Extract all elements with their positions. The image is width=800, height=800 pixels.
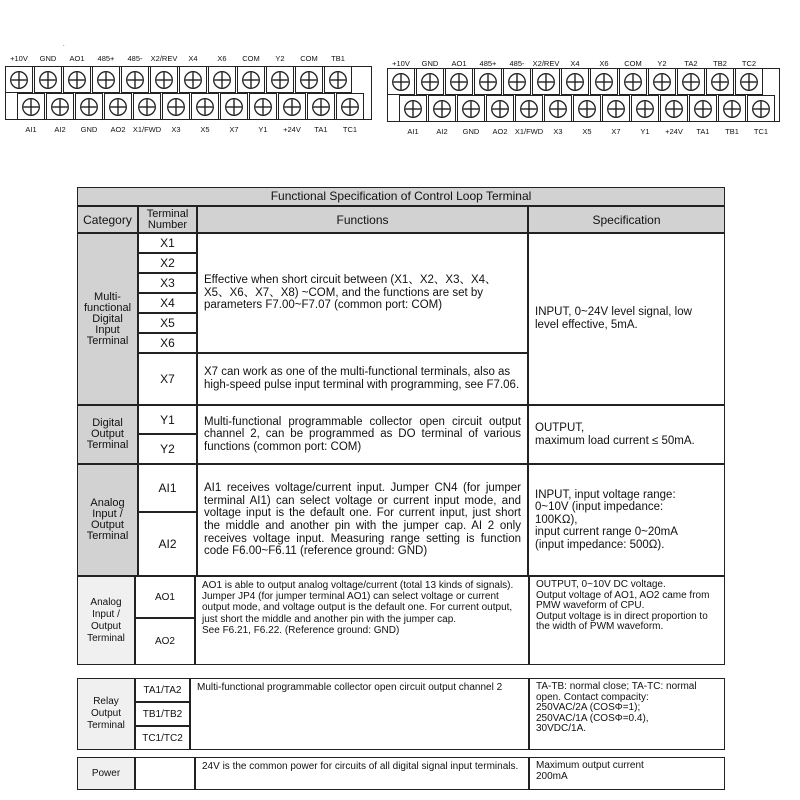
function-analog-output: AO1 is able to output analog voltage/current (total 13 kinds of signals). Jumper JP4 (for jumper terminal AO1) can select voltage or current output mode, and voltage output is the default one. For current output, just short the middle and another pin with the jumper cap. See F6.21, F6.22. (Reference ground: GND)	[195, 576, 529, 665]
screw-icon	[340, 97, 360, 117]
terminal-label-top: COM	[242, 54, 260, 63]
screw-icon	[270, 70, 290, 90]
screw-icon	[722, 99, 742, 119]
terminal-label-bottom: AI1	[407, 127, 419, 136]
terminal-screw-bottom	[162, 93, 190, 120]
screw-icon	[594, 72, 614, 92]
screw-icon	[519, 99, 539, 119]
terminal-screw-bottom	[718, 95, 746, 122]
terminal-label-bottom: AI1	[25, 125, 37, 134]
terminal-label-top: X2/REV	[150, 54, 178, 63]
screw-icon	[432, 99, 452, 119]
terminal-screw-bottom	[457, 95, 485, 122]
terminal-x1: X1	[138, 233, 197, 253]
terminal-y2: Y2	[138, 434, 197, 464]
screw-icon	[565, 72, 585, 92]
terminal-screw-bottom	[631, 95, 659, 122]
terminal-ao1: AO1	[135, 576, 195, 618]
terminal-screw-top	[324, 66, 352, 93]
header-category: Category	[77, 206, 138, 233]
terminal-label-bottom: Y1	[640, 127, 650, 136]
terminal-label-bottom: +24V	[283, 125, 301, 134]
category-analog-input: Analog Input / Output Terminal	[77, 464, 138, 576]
terminal-ai2: AI2	[138, 512, 197, 576]
screw-icon	[183, 70, 203, 90]
terminal-label-top: +10V	[10, 54, 28, 63]
terminal-label-top: TB1	[331, 54, 345, 63]
terminal-screw-top	[474, 68, 502, 95]
terminal-screw-top	[590, 68, 618, 95]
screw-icon	[311, 97, 331, 117]
terminal-label-top: AO1	[451, 59, 467, 68]
terminal-label-bottom: Y1	[258, 125, 268, 134]
screw-icon	[241, 70, 261, 90]
terminal-x6: X6	[138, 333, 197, 353]
terminal-label-bottom: AI2	[54, 125, 66, 134]
screw-icon	[108, 97, 128, 117]
screw-icon	[21, 97, 41, 117]
screw-icon	[693, 99, 713, 119]
terminal-label-top: TC2	[741, 59, 757, 68]
terminal-screw-bottom	[399, 95, 427, 122]
terminal-screw-bottom	[307, 93, 335, 120]
screw-icon	[224, 97, 244, 117]
stray-dot: .	[63, 42, 65, 48]
screw-icon	[420, 72, 440, 92]
terminal-label-bottom: X3	[553, 127, 563, 136]
header-terminal-number: Terminal Number	[138, 206, 197, 233]
terminal-screw-bottom	[602, 95, 630, 122]
terminal-label-bottom: X7	[611, 127, 621, 136]
terminal-screw-bottom	[104, 93, 132, 120]
screw-icon	[635, 99, 655, 119]
terminal-screw-top	[445, 68, 473, 95]
terminal-screw-top	[150, 66, 178, 93]
table-title: Functional Specification of Control Loop Terminal	[77, 187, 725, 206]
terminal-label-bottom: X7	[229, 125, 239, 134]
screw-icon	[623, 72, 643, 92]
header-functions: Functions	[197, 206, 528, 233]
terminal-label-bottom: AO2	[110, 125, 126, 134]
terminal-label-top: X4	[188, 54, 198, 63]
terminal-label-bottom: X3	[171, 125, 181, 134]
terminal-screw-top	[677, 68, 705, 95]
terminal-label-bottom: TC1	[342, 125, 358, 134]
screw-icon	[507, 72, 527, 92]
terminal-label-top: Y2	[657, 59, 667, 68]
terminal-label-top: 485-	[127, 54, 143, 63]
terminal-label-bottom: TA1	[696, 127, 710, 136]
terminal-label-bottom: AI2	[436, 127, 448, 136]
terminal-label-top: COM	[624, 59, 642, 68]
screw-icon	[253, 97, 273, 117]
terminal-screw-bottom	[689, 95, 717, 122]
screw-icon	[577, 99, 597, 119]
terminal-label-bottom: +24V	[665, 127, 683, 136]
terminal-screw-top	[266, 66, 294, 93]
terminal-screw-top	[179, 66, 207, 93]
screw-icon	[478, 72, 498, 92]
screw-icon	[299, 70, 319, 90]
terminal-screw-bottom	[486, 95, 514, 122]
terminal-screw-top	[532, 68, 560, 95]
screw-icon	[681, 72, 701, 92]
terminal-screw-bottom	[17, 93, 45, 120]
screw-icon	[67, 70, 87, 90]
terminal-label-bottom: X5	[200, 125, 210, 134]
screw-icon	[195, 97, 215, 117]
terminal-screw-bottom	[573, 95, 601, 122]
spec-power: Maximum output current 200mA	[529, 757, 725, 790]
category-power: Power	[77, 757, 135, 790]
terminal-screw-bottom	[191, 93, 219, 120]
terminal-screw-top	[208, 66, 236, 93]
terminal-label-bottom: X5	[582, 127, 592, 136]
terminal-label-bottom: GND	[462, 127, 480, 136]
terminal-screw-bottom	[133, 93, 161, 120]
function-digital-output: Multi-functional programmable collector open circuit output channel 2, can be programmed as DO terminal of various functions (common port: COM)	[197, 405, 528, 464]
terminal-label-top: TA2	[684, 59, 698, 68]
terminal-screw-top	[648, 68, 676, 95]
screw-icon	[282, 97, 302, 117]
terminal-label-bottom: TA1	[314, 125, 328, 134]
terminal-label-bottom: TC1	[753, 127, 769, 136]
screw-icon	[710, 72, 730, 92]
terminal-screw-top	[5, 66, 33, 93]
screw-icon	[328, 70, 348, 90]
terminal-screw-top	[63, 66, 91, 93]
terminal-label-bottom: X1/FWD	[514, 127, 544, 136]
screw-icon	[449, 72, 469, 92]
screw-icon	[38, 70, 58, 90]
screw-icon	[606, 99, 626, 119]
terminal-screw-bottom	[660, 95, 688, 122]
category-digital-input: Multi- functional Digital Input Terminal	[77, 233, 138, 405]
function-analog-input: AI1 receives voltage/current input. Jumper CN4 (for jumper terminal AI1) can select voltage or current input mode, and voltage input is the default one. For current input, just short the middle and another pin with the jumper cap. AI 2 only receives voltage input. Measuring range setting is function code F6.00~F6.11 (reference ground: GND)	[197, 464, 528, 576]
terminal-screw-bottom	[278, 93, 306, 120]
screw-icon	[739, 72, 759, 92]
terminal-screw-bottom	[336, 93, 364, 120]
terminal-screw-bottom	[428, 95, 456, 122]
screw-icon	[403, 99, 423, 119]
terminal-screw-bottom	[249, 93, 277, 120]
category-analog-output: Analog Input / Output Terminal	[77, 576, 135, 665]
terminal-screw-top	[619, 68, 647, 95]
terminal-screw-bottom	[220, 93, 248, 120]
screw-icon	[50, 97, 70, 117]
control-terminal-spec-table	[77, 187, 725, 790]
terminal-label-bottom: GND	[80, 125, 98, 134]
screw-icon	[490, 99, 510, 119]
screw-icon	[391, 72, 411, 92]
terminal-screw-top	[416, 68, 444, 95]
screw-icon	[461, 99, 481, 119]
header-specification: Specification	[528, 206, 725, 233]
category-relay-output: Relay Output Terminal	[77, 678, 135, 750]
terminal-screw-top	[295, 66, 323, 93]
terminal-x4: X4	[138, 293, 197, 313]
terminal-power	[135, 757, 195, 790]
terminal-tb1-tb2: TB1/TB2	[135, 702, 190, 726]
terminal-label-top: X6	[599, 59, 609, 68]
terminal-ta1-ta2: TA1/TA2	[135, 678, 190, 702]
screw-icon	[548, 99, 568, 119]
terminal-screw-bottom	[747, 95, 775, 122]
terminal-label-bottom: X1/FWD	[132, 125, 162, 134]
terminal-label-bottom: AO2	[492, 127, 508, 136]
terminal-label-top: TB2	[713, 59, 727, 68]
terminal-screw-top	[735, 68, 763, 95]
screw-icon	[751, 99, 771, 119]
function-x7: X7 can work as one of the multi-functional terminals, also as high-speed pulse input terminal with programming, see F7.06.	[197, 353, 528, 405]
terminal-label-top: COM	[300, 54, 318, 63]
terminal-label-top: 485-	[509, 59, 525, 68]
terminal-label-top: 485+	[479, 59, 497, 68]
spec-analog-input: INPUT, input voltage range: 0~10V (input impedance: 100KΩ), input current range 0~20mA (input impedance: 500Ω).	[528, 464, 725, 576]
spec-digital-output: OUTPUT, maximum load current ≤ 50mA.	[528, 405, 725, 464]
spec-relay-output: TA-TB: normal close; TA-TC: normal open. Contact compacity: 250VAC/2A (COSΦ=1); 250VAC/1A (COSΦ=0.4), 30VDC/1A.	[529, 678, 725, 750]
terminal-x5: X5	[138, 313, 197, 333]
terminal-label-top: +10V	[392, 59, 410, 68]
terminal-x2: X2	[138, 253, 197, 273]
terminal-screw-top	[503, 68, 531, 95]
screw-icon	[79, 97, 99, 117]
terminal-label-bottom: TB1	[725, 127, 739, 136]
screw-icon	[536, 72, 556, 92]
terminal-label-top: Y2	[275, 54, 285, 63]
terminal-label-top: X6	[217, 54, 227, 63]
spec-analog-output: OUTPUT, 0~10V DC voltage. Output voltage of AO1, AO2 came from PMW waveform of CPU. Output voltage is in direct proportion to the width of PWM waveform.	[529, 576, 725, 665]
terminal-x3: X3	[138, 273, 197, 293]
screw-icon	[664, 99, 684, 119]
terminal-screw-top	[237, 66, 265, 93]
terminal-x7: X7	[138, 353, 197, 405]
terminal-label-top: X4	[570, 59, 580, 68]
terminal-y1: Y1	[138, 405, 197, 434]
screw-icon	[154, 70, 174, 90]
terminal-screw-top	[387, 68, 415, 95]
screw-icon	[652, 72, 672, 92]
terminal-label-top: X2/REV	[532, 59, 560, 68]
function-relay-output: Multi-functional programmable collector open circuit output channel 2	[190, 678, 529, 750]
screw-icon	[9, 70, 29, 90]
terminal-ao2: AO2	[135, 618, 195, 665]
terminal-ai1: AI1	[138, 464, 197, 512]
screw-icon	[125, 70, 145, 90]
terminal-screw-bottom	[544, 95, 572, 122]
terminal-screw-bottom	[515, 95, 543, 122]
function-digital-input: Effective when short circuit between (X1、X2、X3、X4、X5、X6、X7、X8) ~COM, and the functions are set by parameters F7.00~F7.07 (common port: COM)	[197, 233, 528, 353]
screw-icon	[137, 97, 157, 117]
terminal-screw-top	[121, 66, 149, 93]
terminal-tc1-tc2: TC1/TC2	[135, 726, 190, 750]
terminal-label-top: AO1	[69, 54, 85, 63]
function-power: 24V is the common power for circuits of all digital signal input terminals.	[195, 757, 529, 790]
terminal-screw-bottom	[46, 93, 74, 120]
terminal-label-top: GND	[39, 54, 57, 63]
screw-icon	[212, 70, 232, 90]
screw-icon	[166, 97, 186, 117]
terminal-label-top: GND	[421, 59, 439, 68]
terminal-screw-top	[34, 66, 62, 93]
screw-icon	[96, 70, 116, 90]
terminal-screw-top	[706, 68, 734, 95]
terminal-label-top: 485+	[97, 54, 115, 63]
category-digital-output: Digital Output Terminal	[77, 405, 138, 464]
terminal-screw-top	[561, 68, 589, 95]
spec-digital-input: INPUT, 0~24V level signal, low level effective, 5mA.	[528, 233, 725, 405]
terminal-screw-top	[92, 66, 120, 93]
terminal-screw-bottom	[75, 93, 103, 120]
